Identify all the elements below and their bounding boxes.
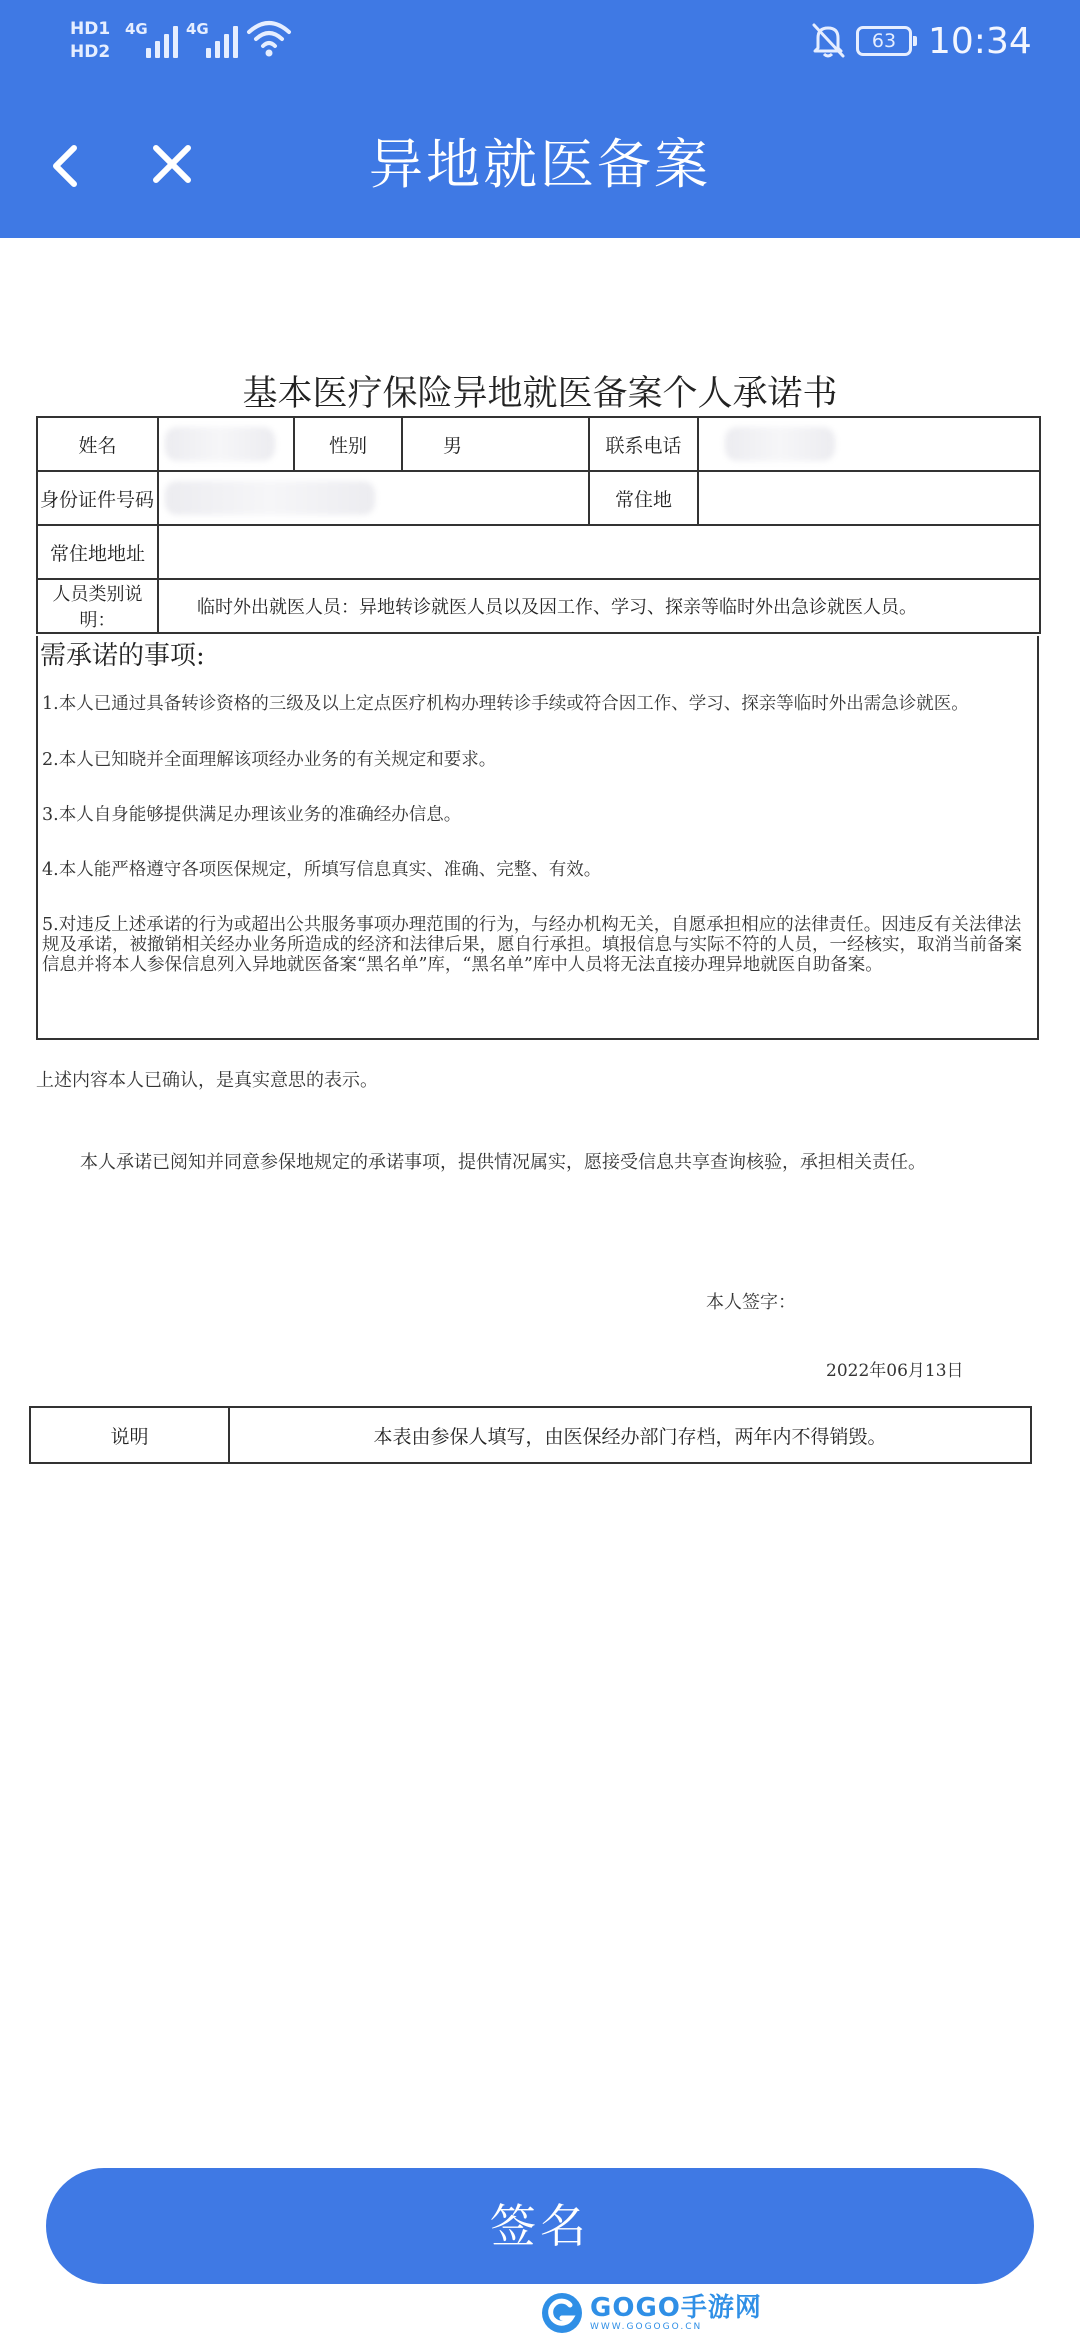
residence-label: 常住地 bbox=[589, 471, 698, 525]
form-row-name bbox=[37, 417, 1040, 471]
gender-value: 男 bbox=[402, 417, 589, 471]
confirm-text: 上述内容本人已确认，是真实意思的表示。 bbox=[36, 1070, 378, 1091]
pledge-section bbox=[36, 636, 1039, 1040]
watermark-text-block bbox=[590, 2294, 762, 2332]
document-date: 2022年06月13日 bbox=[826, 1361, 964, 1381]
pledge-item-1: 1.本人已通过具备转诊资格的三级及以上定点医疗机构办理转诊手续或符合因工作、学习、探亲等临时外出需急诊就医。 bbox=[42, 694, 969, 714]
watermark-text: GOGO手游网 bbox=[590, 2293, 762, 2323]
page-title: 异地就医备案 bbox=[369, 133, 711, 196]
watermark-url: WWW.GOGOGO.CN bbox=[590, 2322, 703, 2332]
document-title: 基本医疗保险异地就医备案个人承诺书 bbox=[242, 374, 838, 414]
battery-icon: 63 bbox=[856, 26, 912, 56]
network-type-2: 4G bbox=[186, 20, 209, 38]
pledge-item-4: 4.本人能严格遵守各项医保规定，所填写信息真实、准确、完整、有效。 bbox=[42, 860, 602, 880]
status-bar bbox=[0, 0, 1080, 92]
pledge-item-5: 5.对违反上述承诺的行为或超出公共服务事项办理范围的行为，与经办机构无关，自愿承担相应的法律责任。因违反有关法律法规及承诺，被撤销相关经办业务所造成的经济和法律后果，愿自行承担。填报信息与实际不符的人员，一经核实，取消当前备案信息并将本人参保信息列入异地就医备案“黑名单”库，“黑名单”库中人员将无法直接办理异地就医自助备案。 bbox=[42, 915, 1022, 975]
id-value bbox=[158, 471, 589, 525]
category-label: 人员类别说明： bbox=[37, 579, 158, 633]
redacted-id bbox=[165, 481, 375, 515]
id-label: 身份证件号码 bbox=[37, 471, 158, 525]
phone-label: 联系电话 bbox=[589, 417, 698, 471]
address-value bbox=[158, 525, 1040, 579]
address-label: 常住地地址 bbox=[37, 525, 158, 579]
signal-strength-icon bbox=[146, 22, 178, 58]
pledge-item-3: 3.本人自身能够提供满足办理该业务的准确经办信息。 bbox=[42, 805, 462, 825]
wifi-icon bbox=[246, 18, 292, 60]
form-row-category bbox=[37, 579, 1040, 633]
note-label: 说明 bbox=[30, 1407, 229, 1463]
pledge-heading: 需承诺的事项: bbox=[40, 641, 205, 671]
network-type-1: 4G bbox=[125, 20, 148, 38]
note-table bbox=[29, 1406, 1032, 1464]
gogo-logo-icon bbox=[540, 2291, 584, 2335]
hd1-text: HD1 bbox=[70, 19, 111, 39]
hd2-text: HD2 bbox=[70, 42, 111, 62]
form-row-id bbox=[37, 471, 1040, 525]
clock: 10:34 bbox=[928, 21, 1032, 62]
app-bar bbox=[0, 110, 1080, 220]
top-bar bbox=[0, 0, 1080, 238]
note-row bbox=[30, 1407, 1031, 1463]
mute-bell-icon bbox=[808, 20, 848, 60]
name-value bbox=[158, 417, 294, 471]
info-form-table bbox=[36, 416, 1041, 634]
redacted-phone bbox=[725, 427, 835, 461]
redacted-name bbox=[165, 427, 275, 461]
sign-button[interactable]: 签名 bbox=[46, 2168, 1034, 2284]
residence-value bbox=[698, 471, 1040, 525]
category-value: 临时外出就医人员：异地转诊就医人员以及因工作、学习、探亲等临时外出急诊就医人员。 bbox=[158, 579, 1040, 633]
hd-indicator bbox=[70, 18, 110, 64]
form-row-address bbox=[37, 525, 1040, 579]
pledge-item-2: 2.本人已知晓并全面理解该项经办业务的有关规定和要求。 bbox=[42, 750, 497, 770]
phone-value bbox=[698, 417, 1040, 471]
signal-strength-icon-2 bbox=[206, 22, 238, 58]
name-label: 姓名 bbox=[37, 417, 158, 471]
gender-label: 性别 bbox=[294, 417, 402, 471]
watermark bbox=[540, 2290, 762, 2336]
note-text: 本表由参保人填写，由医保经办部门存档，两年内不得销毁。 bbox=[229, 1407, 1031, 1463]
commitment-text: 本人承诺已阅知并同意参保地规定的承诺事项，提供情况属实，愿接受信息共享查询核验，承担相关责任。 bbox=[80, 1152, 926, 1173]
signature-label: 本人签字： bbox=[706, 1292, 796, 1313]
